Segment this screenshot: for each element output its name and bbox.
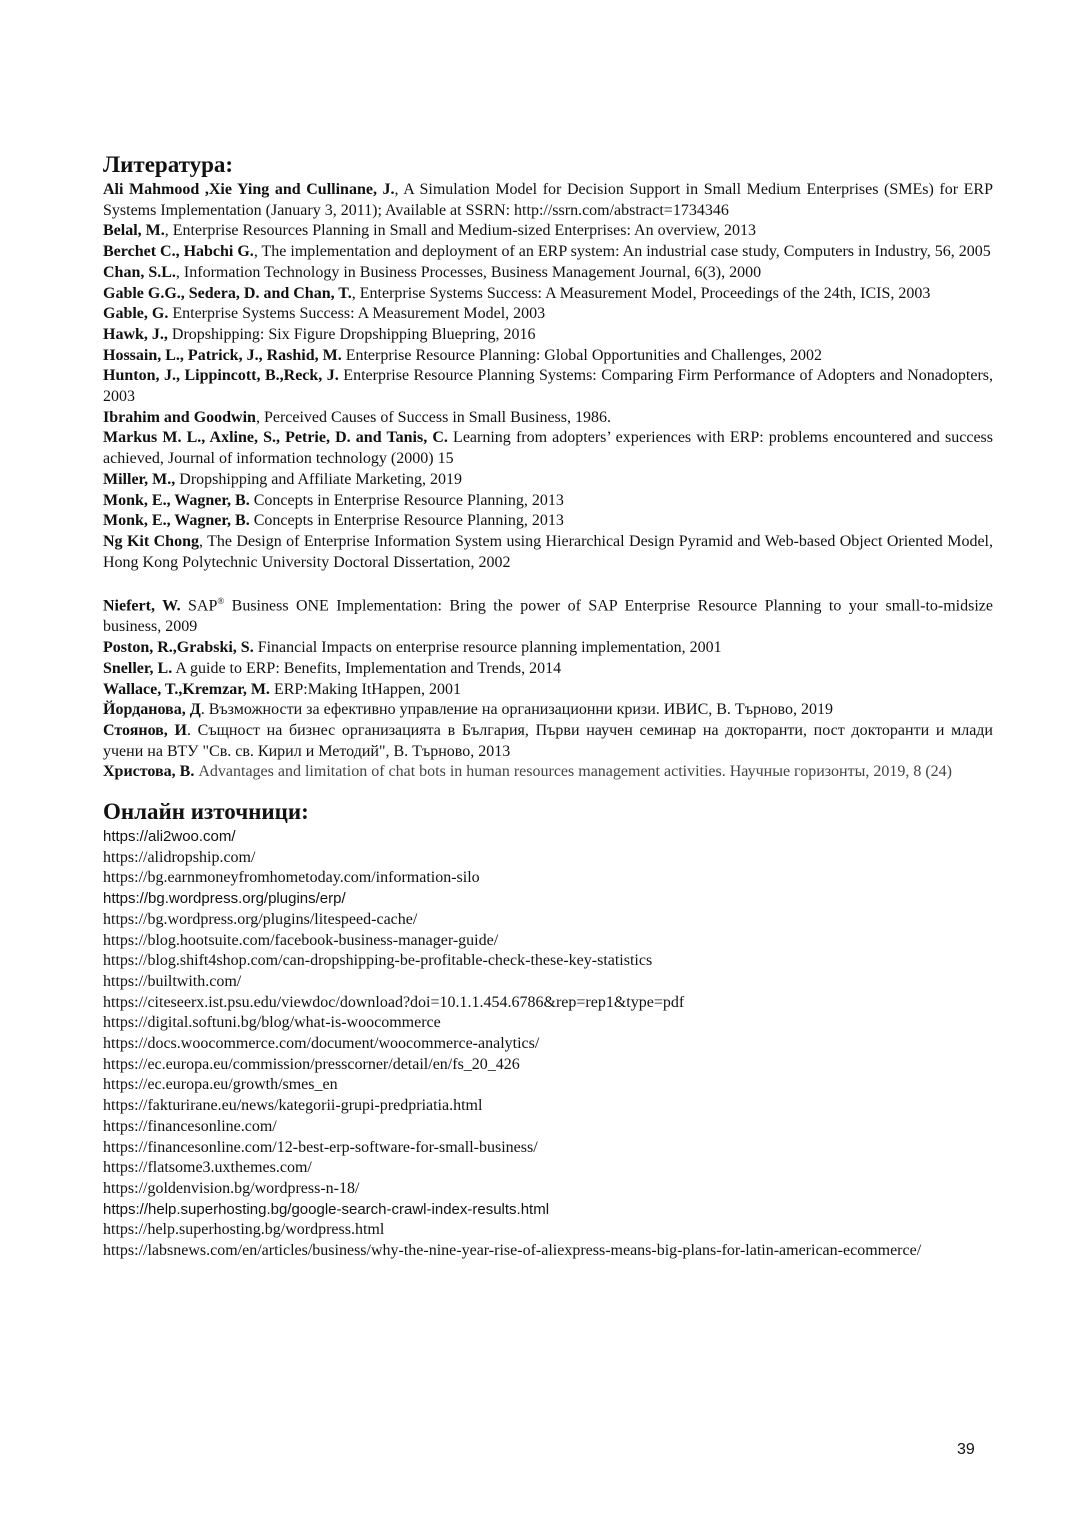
- reference-text: Dropshipping: Six Figure Dropshipping Bluepring, 2016: [167, 325, 536, 343]
- reference-item: [103, 304, 993, 325]
- reference-author: Йорданова, Д: [103, 701, 201, 719]
- online-source-link[interactable]: https://help.superhosting.bg/google-search-crawl-index-results.html: [103, 1200, 550, 1218]
- online-source-link[interactable]: https://citeseerx.ist.psu.edu/viewdoc/download?doi=10.1.1.454.6786&rep=rep1&type=pdf: [103, 993, 685, 1011]
- reference-item: [103, 532, 993, 573]
- online-source-link[interactable]: https://builtwith.com/: [103, 972, 242, 990]
- reference-item: [103, 700, 993, 721]
- reference-text: , Perceived Causes of Success in Small Business, 1986.: [255, 408, 612, 426]
- reference-item: [103, 491, 993, 512]
- reference-author: Monk, E., Wagner, B.: [103, 491, 250, 509]
- online-source-link[interactable]: https://financesonline.com/12-best-erp-software-for-small-business/: [103, 1138, 538, 1156]
- reference-author: Ibrahim and Goodwin: [103, 408, 256, 426]
- reference-item: [103, 591, 993, 638]
- online-source-link[interactable]: https://docs.woocommerce.com/document/woocommerce-analytics/: [103, 1035, 540, 1053]
- reference-author: Poston, R.,Grabski, S.: [103, 639, 254, 657]
- reference-item: [103, 221, 993, 242]
- reference-author: Стоянов, И: [103, 721, 187, 739]
- reference-item: [103, 638, 993, 659]
- literature-heading: Литература:: [103, 152, 234, 177]
- reference-author: Niefert, W.: [103, 597, 181, 615]
- online-source-link[interactable]: https://blog.hootsuite.com/facebook-business-manager-guide/: [103, 931, 499, 949]
- reference-author: Hawk, J.,: [103, 325, 168, 343]
- reference-author: Hunton, J., Lippincott, B.,Reck, J.: [103, 367, 339, 385]
- reference-author: Belal, M.: [103, 222, 165, 240]
- reference-text: Concepts in Enterprise Resource Planning, 2013: [249, 491, 564, 509]
- reference-author: Miller, M.,: [103, 470, 176, 488]
- reference-item: [103, 325, 993, 346]
- reference-author: Ali Mahmood ,Xie Ying and Cullinane, J.: [103, 181, 395, 198]
- reference-text: , Information Technology in Business Processes, Business Management Journal, 6(3), 2000: [175, 263, 762, 281]
- page-number: 39: [957, 1441, 975, 1458]
- online-source-link[interactable]: https://goldenvision.bg/wordpress-n-18/: [103, 1179, 360, 1197]
- online-sources-heading: Онлайн източници:: [103, 799, 309, 825]
- online-source-link[interactable]: https://ali2woo.com/: [103, 828, 236, 846]
- reference-text: SAP: [180, 597, 218, 615]
- reference-item: [103, 346, 993, 367]
- reference-author: Ng Kit Chong: [103, 532, 199, 550]
- reference-text: Advantages and limitation of chat bots in human resources management activities. Научные горизонты, 2019, 8 (24): [194, 763, 952, 781]
- reference-item: [103, 263, 993, 284]
- online-source-link[interactable]: https://bg.wordpress.org/plugins/erp/: [103, 890, 346, 908]
- reference-text: Learning from adopters’ experiences with ERP: problems encountered and success achieved, Journal of information technology (2000) 15: [103, 429, 994, 468]
- online-source-link[interactable]: https://fakturirane.eu/news/kategorii-grupi-predpriatia.html: [103, 1097, 483, 1115]
- reference-author: Sneller, L.: [103, 659, 173, 677]
- reference-author: Chan, S.L.: [103, 263, 176, 281]
- reference-list: [103, 180, 993, 573]
- reference-author: Hossain, L., Patrick, J., Rashid, M.: [103, 346, 342, 364]
- reference-author: Gable, G.: [103, 305, 169, 323]
- reference-text: Dropshipping and Affiliate Marketing, 2019: [175, 470, 463, 488]
- reference-author: Gable G.G., Sedera, D. and Chan, T.: [103, 284, 352, 302]
- online-source-link[interactable]: https://financesonline.com/: [103, 1117, 277, 1135]
- online-source-link[interactable]: https://flatsome3.uxthemes.com/: [103, 1159, 312, 1177]
- online-source-link[interactable]: https://bg.earnmoneyfromhometoday.com/information-silo: [103, 869, 480, 887]
- reference-text: Business ONE Implementation: Bring the power of SAP Enterprise Resource Planning to your small-to-midsize business, 2009: [103, 597, 994, 636]
- reference-author: Monk, E., Wagner, B.: [103, 512, 250, 530]
- reference-text: , Enterprise Systems Success: A Measurement Model, Proceedings of the 24th, ICIS, 2003: [351, 284, 931, 302]
- online-source-link[interactable]: https://ec.europa.eu/commission/presscorner/detail/en/fs_20_426: [103, 1055, 520, 1073]
- online-source-link[interactable]: https://digital.softuni.bg/blog/what-is-woocommerce: [103, 1014, 441, 1032]
- online-source-link[interactable]: https://help.superhosting.bg/wordpress.html: [103, 1221, 385, 1239]
- reference-text: , A Simulation Model for Decision Support in Small Medium Enterprises (SMEs) for ERP Systems Implementation (January 3, 2011); Available at SSRN: http://ssrn.com/abstract=1734346: [103, 181, 993, 219]
- reference-text: . Същност на бизнес организацията в България, Първи научен семинар на докторанти, пост докторанти и млади учени на ВТУ "Св. св. Кирил и Методий", В. Търново, 2013: [103, 721, 993, 760]
- online-source-link[interactable]: https://blog.shift4shop.com/can-dropshipping-be-profitable-check-these-key-statistics: [103, 952, 653, 970]
- registered-mark: ®: [217, 596, 225, 607]
- reference-author: Markus M. L., Axline, S., Petrie, D. and Tanis, C.: [103, 429, 448, 447]
- reference-item: [103, 680, 993, 701]
- reference-text: , The Design of Enterprise Information System using Hierarchical Design Pyramid and Web-based Object Oriented Model, Hong Kong Polytechnic University Doctoral Dissertation, 2002: [103, 532, 993, 571]
- reference-text: Financial Impacts on enterprise resource planning implementation, 2001: [253, 639, 722, 657]
- reference-item: [103, 366, 993, 407]
- reference-item: [103, 284, 993, 305]
- reference-text: Concepts in Enterprise Resource Planning, 2013: [249, 512, 564, 530]
- reference-author: Berchet C., Habchi G.: [103, 243, 254, 261]
- reference-text: Enterprise Resource Planning Systems: Comparing Firm Performance of Adopters and Nonadopters, 2003: [103, 367, 994, 406]
- online-source-link[interactable]: https://labsnews.com/en/articles/business/why-the-nine-year-rise-of-aliexpress-means-big-plans-for-latin-american-ecommerce/: [103, 1242, 922, 1260]
- document-page: [103, 150, 993, 1262]
- reference-author: Wallace, T.,Kremzar, M.: [103, 680, 270, 698]
- reference-item: [103, 242, 993, 263]
- reference-item: [103, 408, 993, 429]
- reference-item: [103, 470, 993, 491]
- reference-text: ERP:Making ItHappen, 2001: [269, 680, 462, 698]
- reference-item: [103, 511, 993, 532]
- reference-item: [103, 659, 993, 680]
- reference-text: . Възможности за ефективно управление на организационни кризи. ИВИС, В. Търново, 2019: [200, 701, 833, 719]
- reference-item: [103, 180, 993, 221]
- reference-text: Enterprise Resource Planning: Global Opportunities and Challenges, 2002: [341, 346, 823, 364]
- online-source-link[interactable]: https://alidropship.com/: [103, 848, 256, 866]
- reference-item: [103, 721, 993, 762]
- online-source-link[interactable]: https://ec.europa.eu/growth/smes_en: [103, 1076, 338, 1094]
- reference-list: [103, 638, 993, 783]
- reference-text: A guide to ERP: Benefits, Implementation and Trends, 2014: [172, 659, 562, 677]
- reference-text: Enterprise Systems Success: A Measurement Model, 2003: [168, 305, 546, 323]
- reference-item: [103, 428, 993, 469]
- online-source-link[interactable]: https://bg.wordpress.org/plugins/litespeed-cache/: [103, 910, 418, 928]
- reference-text: , Enterprise Resources Planning in Small and Medium-sized Enterprises: An overview, 2013: [164, 222, 757, 240]
- reference-item: [103, 762, 993, 783]
- reference-author: Христова, В.: [103, 763, 195, 781]
- reference-text: , The implementation and deployment of an ERP system: An industrial case study, Computers in Industry, 56, 2005: [253, 243, 991, 261]
- online-sources-list: [103, 827, 993, 1262]
